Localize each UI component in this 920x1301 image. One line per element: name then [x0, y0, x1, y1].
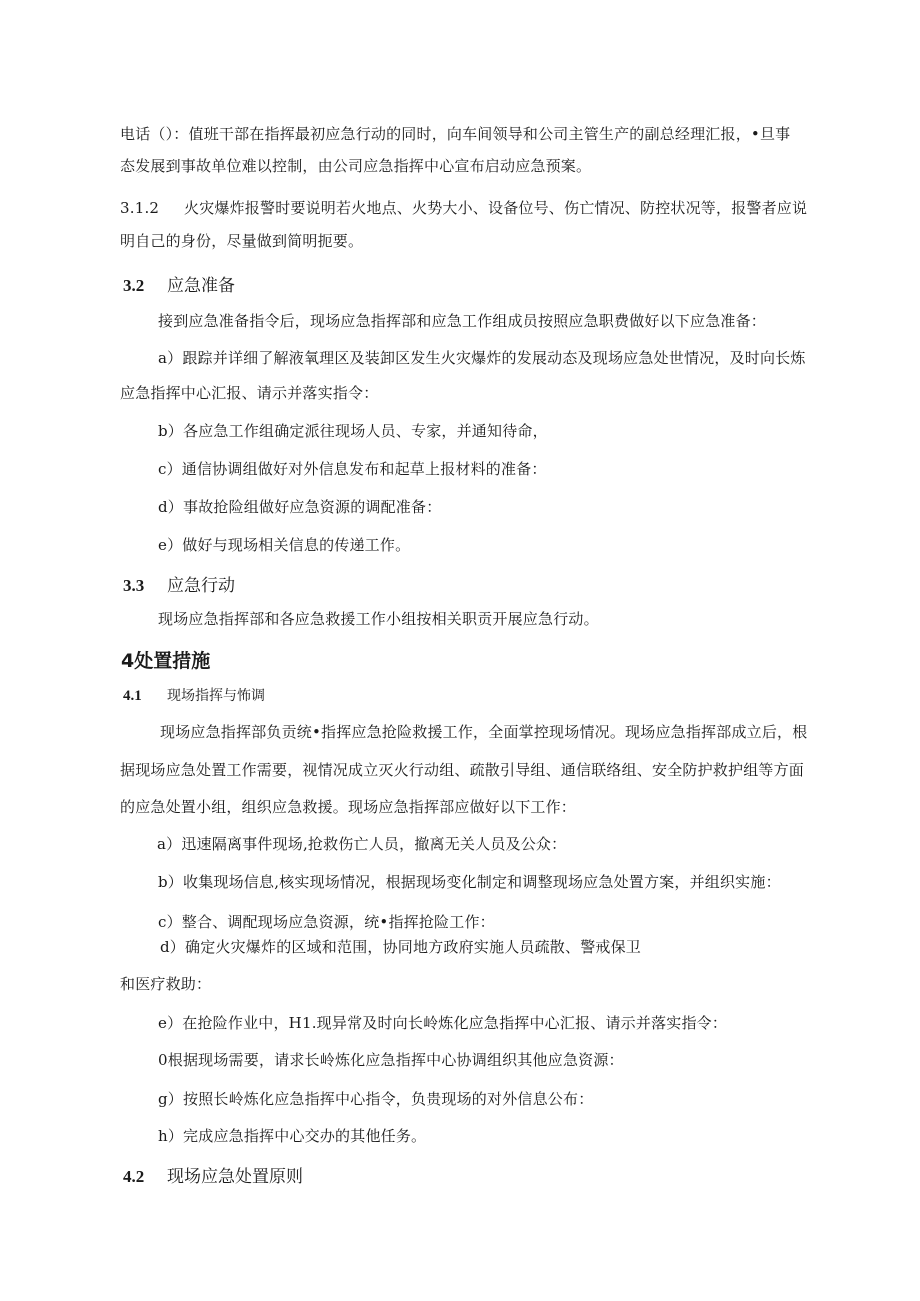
heading-4-2 — [123, 1162, 303, 1187]
list-item-e: e）做好与现场相关信息的传递工作。 — [158, 536, 411, 554]
section-number: 3.1.2 — [120, 199, 160, 217]
heading-title: 应急准备 — [167, 276, 235, 296]
list-item-c: c）通信协调组做好对外信息发布和起草上报材料的准备： — [158, 460, 547, 478]
heading-title: 应急行动 — [167, 576, 235, 596]
heading-3-3 — [123, 571, 235, 596]
list-item-f: 0根据现场需要，请求长岭炼化应急指挥中心协调组织其他应急资源： — [158, 1051, 624, 1069]
list-item-d: d）确定火灾爆炸的区域和范围，协同地方政府实施人员疏散、警戒保卫 — [160, 938, 642, 956]
paragraph-line: 电话（）：值班干部在指挥最初应急行动的同时，向车间领导和公司主管生产的副总经理汇报，•旦事 — [120, 125, 791, 143]
heading-title: 现场应急处置原则 — [167, 1167, 303, 1187]
paragraph-line: 现场应急指挥部负贡统•指挥应急抢险救援工作，全面掌控现场情况。现场应急指挥部成立后，根 — [160, 723, 808, 741]
paragraph-line: 明自己的身份，尽量做到简明扼要。 — [120, 232, 364, 250]
heading-number: 3.2 — [123, 276, 145, 295]
list-item-d: d）事故抢险组做好应急资源的调配准备： — [158, 498, 442, 516]
paragraph-line: 态发展到事故单位难以控制，由公司应急指挥中心宣布启动应急预案。 — [120, 157, 592, 175]
heading-4: 4处置措施 — [121, 650, 211, 672]
section-text: 火灾爆炸报警时要说明若火地点、火势大小、设备位号、伤亡情况、防控状况等，报警者应说 — [184, 199, 808, 217]
paragraph-line: 的应急处置小组，组织应急救援。现场应急指挥部应做好以下工作： — [120, 798, 577, 816]
list-item-b: b）收集现场信息,核实现场情况，根据现场变化制定和调整现场应急处置方案，并组织实施： — [158, 873, 781, 891]
heading-title: 现场指挥与怖调 — [167, 688, 265, 704]
list-item-a: a）迅速隔离事件现场,抢救伤亡人员，撤离无关人员及公众： — [157, 835, 567, 853]
list-item-a-cont: 应急指挥中心汇报、请示并落实指令： — [120, 384, 379, 402]
heading-number: 3.3 — [123, 576, 145, 595]
list-item-c: c）整合、调配现场应急资源，统•指挥抢险工作： — [158, 913, 495, 931]
heading-number: 4.1 — [123, 688, 142, 704]
heading-number: 4.2 — [123, 1167, 145, 1186]
heading-3-2 — [123, 271, 235, 296]
list-item-e: e）在抢险作业中，H1.现异常及时向长岭炼化应急指挥中心汇报、请示并落实指令： — [158, 1014, 728, 1032]
list-item-g: g）按照长岭炼化应急指挥中心指令，负贵现场的对外信息公布： — [158, 1090, 594, 1108]
list-item-a: a）跟踪并详细了解液氧理区及装卸区发生火灾爆炸的发展动态及现场应急处世情况，及时向长炼 — [158, 349, 806, 367]
list-item-d-cont: 和医疗救助： — [120, 975, 212, 993]
list-item-h: h）完成应急指挥中心交办的其他任务。 — [158, 1127, 427, 1145]
heading-4-1 — [123, 685, 265, 705]
section-3-1-2 — [120, 198, 807, 218]
paragraph-line: 据现场应急处置工作需要，视情况成立灭火行动组、疏散引导组、通信联络组、安全防护救护组等方面 — [120, 761, 805, 779]
paragraph-line: 现场应急指挥部和各应急救援工作小组按相关职贡开展应急行动。 — [158, 610, 599, 628]
paragraph-line: 接到应急准备指令后，现场应急指挥部和应急工作组成员按照应急职费做好以下应急准备： — [158, 312, 767, 330]
list-item-b: b）各应急工作组确定派往现场人员、专家，并通知待命， — [158, 422, 548, 440]
